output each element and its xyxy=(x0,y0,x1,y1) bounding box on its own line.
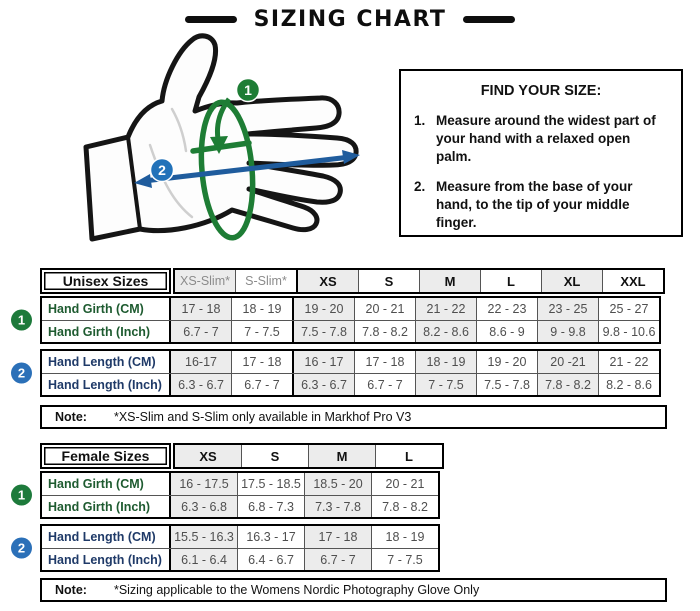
size-cell: 7 - 7.5 xyxy=(415,374,476,395)
size-cell: 18 - 19 xyxy=(415,351,476,373)
column-header-s-slim: S-Slim* xyxy=(235,270,296,292)
unisex-group-length xyxy=(17,349,661,397)
column-header-l: L xyxy=(375,445,442,467)
row-label: Hand Length (Inch) xyxy=(42,374,171,395)
column-header-xs: XS xyxy=(296,270,358,292)
size-cell: 17 - 18 xyxy=(304,526,371,548)
size-cell: 20 -21 xyxy=(537,351,598,373)
size-cell: 7.5 - 7.8 xyxy=(476,374,537,395)
size-cell: 18.5 - 20 xyxy=(304,473,371,495)
table-row xyxy=(42,298,659,320)
size-cell: 7.5 - 7.8 xyxy=(292,321,354,342)
step-1-number: 1. xyxy=(414,113,426,128)
row-label: Hand Girth (Inch) xyxy=(42,321,171,342)
female-group-length xyxy=(17,524,440,572)
unisex-sizes-table xyxy=(17,268,665,397)
unisex-header-row xyxy=(40,268,665,294)
row-label: Hand Girth (Inch) xyxy=(42,496,171,517)
table-row xyxy=(42,373,659,395)
instruction-step-2 xyxy=(414,178,668,231)
size-cell: 16.3 - 17 xyxy=(237,526,304,548)
column-header-xs-slim: XS-Slim* xyxy=(175,270,235,292)
size-cell: 17 - 18 xyxy=(354,351,415,373)
size-cell: 7 - 7.5 xyxy=(231,321,292,342)
girth-marker-badge: 1 xyxy=(11,310,32,331)
table-row xyxy=(42,495,438,517)
instruction-step-1 xyxy=(414,112,668,165)
page-title: SIZING CHART xyxy=(253,6,447,32)
unisex-note-text: *XS-Slim and S-Slim only available in Markhof Pro V3 xyxy=(113,410,412,424)
page-title-row xyxy=(0,5,700,33)
table-row xyxy=(42,351,659,373)
column-header-xxl: XXL xyxy=(602,270,663,292)
size-cell: 19 - 20 xyxy=(476,351,537,373)
female-sizes-table xyxy=(17,443,444,572)
female-note-text: *Sizing applicable to the Womens Nordic Photography Glove Only xyxy=(113,583,480,597)
column-header-xl: XL xyxy=(541,270,602,292)
size-cell: 16 - 17 xyxy=(292,351,354,373)
size-cell: 6.7 - 7 xyxy=(231,374,292,395)
female-note-row xyxy=(40,578,667,602)
size-cell: 18 - 19 xyxy=(231,298,292,320)
unisex-group-girth xyxy=(17,296,661,344)
table-row xyxy=(42,526,438,548)
column-header-xs: XS xyxy=(175,445,241,467)
size-cell: 7.8 - 8.2 xyxy=(354,321,415,342)
column-header-l: L xyxy=(480,270,541,292)
size-cell: 23 - 25 xyxy=(537,298,598,320)
column-header-m: M xyxy=(419,270,480,292)
size-cell: 6.8 - 7.3 xyxy=(237,496,304,517)
size-cell: 6.7 - 7 xyxy=(354,374,415,395)
female-group-girth xyxy=(17,471,440,519)
size-cell: 17.5 - 18.5 xyxy=(237,473,304,495)
size-cell: 16 - 17.5 xyxy=(171,473,237,495)
column-header-s: S xyxy=(358,270,419,292)
female-table-title: Female Sizes xyxy=(40,443,171,469)
size-cell: 18 - 19 xyxy=(371,526,438,548)
table-row xyxy=(42,548,438,570)
row-label: Hand Length (Inch) xyxy=(42,549,171,570)
title-left-dash xyxy=(185,16,237,23)
size-cell: 9.8 - 10.6 xyxy=(598,321,659,342)
size-cell: 6.3 - 6.7 xyxy=(171,374,231,395)
girth-marker-number: 1 xyxy=(244,82,252,98)
column-header-m: M xyxy=(308,445,375,467)
table-row xyxy=(42,320,659,342)
length-marker-badge: 2 xyxy=(11,538,32,559)
unisex-note-label: Note: xyxy=(55,410,87,424)
size-cell: 6.1 - 6.4 xyxy=(171,549,237,570)
step-1-text: Measure around the widest part of your hand with a relaxed open palm. xyxy=(436,113,656,164)
length-marker-badge: 2 xyxy=(11,363,32,384)
size-cell: 20 - 21 xyxy=(354,298,415,320)
size-cell: 6.3 - 6.7 xyxy=(292,374,354,395)
size-cell: 6.3 - 6.8 xyxy=(171,496,237,517)
size-cell: 7 - 7.5 xyxy=(371,549,438,570)
unisex-table-title: Unisex Sizes xyxy=(40,268,171,294)
size-cell: 7.8 - 8.2 xyxy=(537,374,598,395)
row-label: Hand Girth (CM) xyxy=(42,473,171,495)
size-cell: 20 - 21 xyxy=(371,473,438,495)
row-label: Hand Length (CM) xyxy=(42,526,171,548)
size-cell: 8.6 - 9 xyxy=(476,321,537,342)
size-cell: 8.2 - 8.6 xyxy=(415,321,476,342)
title-right-dash xyxy=(463,16,515,23)
column-header-s: S xyxy=(241,445,308,467)
length-marker-number: 2 xyxy=(158,162,166,178)
girth-marker-badge: 1 xyxy=(11,485,32,506)
size-cell: 7.8 - 8.2 xyxy=(371,496,438,517)
hand-measurement-figure xyxy=(52,33,397,248)
size-cell: 7.3 - 7.8 xyxy=(304,496,371,517)
size-cell: 16-17 xyxy=(171,351,231,373)
step-2-text: Measure from the base of your hand, to the tip of your middle finger. xyxy=(436,179,633,231)
size-cell: 9 - 9.8 xyxy=(537,321,598,342)
female-column-headers xyxy=(173,443,444,469)
table-row xyxy=(42,473,438,495)
unisex-note-row xyxy=(40,405,667,429)
find-your-size-box xyxy=(399,69,683,237)
size-cell: 22 - 23 xyxy=(476,298,537,320)
size-cell: 25 - 27 xyxy=(598,298,659,320)
size-cell: 21 - 22 xyxy=(415,298,476,320)
step-2-number: 2. xyxy=(414,179,426,195)
unisex-column-headers xyxy=(173,268,665,294)
size-cell: 15.5 - 16.3 xyxy=(171,526,237,548)
row-label: Hand Girth (CM) xyxy=(42,298,171,320)
size-cell: 8.2 - 8.6 xyxy=(598,374,659,395)
size-cell: 19 - 20 xyxy=(292,298,354,320)
size-cell: 6.7 - 7 xyxy=(171,321,231,342)
size-cell: 17 - 18 xyxy=(171,298,231,320)
find-your-size-heading: FIND YOUR SIZE: xyxy=(480,83,602,99)
female-header-row xyxy=(40,443,444,469)
female-note-label: Note: xyxy=(55,583,87,597)
size-cell: 6.7 - 7 xyxy=(304,549,371,570)
size-cell: 17 - 18 xyxy=(231,351,292,373)
row-label: Hand Length (CM) xyxy=(42,351,171,373)
size-cell: 21 - 22 xyxy=(598,351,659,373)
size-cell: 6.4 - 6.7 xyxy=(237,549,304,570)
